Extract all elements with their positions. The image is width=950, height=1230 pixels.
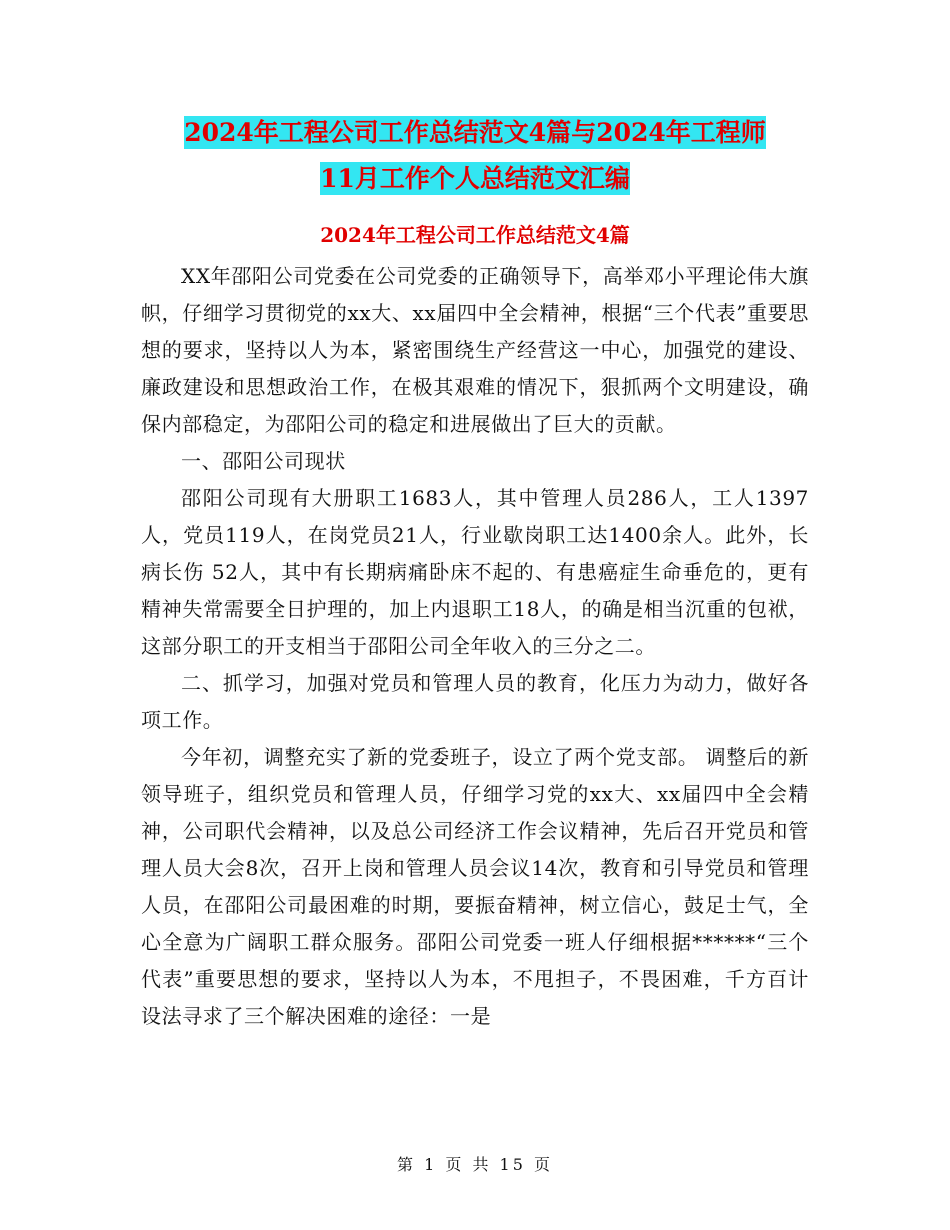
document-body	[141, 258, 809, 1035]
section-title: 2024年工程公司工作总结范文4篇	[320, 223, 630, 247]
document-title-line-1: 2024年工程公司工作总结范文4篇与2024年工程师	[184, 118, 766, 147]
paragraph: 一、邵阳公司现状	[181, 449, 346, 473]
document-title	[150, 110, 800, 202]
document-title-line-2: 11月工作个人总结范文汇编	[320, 164, 630, 193]
paragraph: 邵阳公司现有大册职工1683人，其中管理人员286人，工人1397人，党员119人，在岗党员21人，行业歇岗职工达1400余人。此外，长病长伤 52人，其中有长期病痛卧床不起的、有患癌症生命垂危的，更有精神失常需要全日护理的，加上内退职工18人，的确是相当沉重的包袱，这部分职工的开支相当于邵阳公司全年收入的三分之二。	[141, 486, 809, 658]
paragraph: XX年邵阳公司党委在公司党委的正确领导下，高举邓小平理论伟大旗帜，仔细学习贯彻党的xx大、xx届四中全会精神，根据“三个代表”重要思想的要求，坚持以人为本，紧密围绕生产经营这一中心，加强党的建设、廉政建设和思想政治工作，在极其艰难的情况下，狠抓两个文明建设，确保内部稳定，为邵阳公司的稳定和进展做出了巨大的贡献。	[141, 264, 809, 436]
paragraph: 二、抓学习，加强对党员和管理人员的教育，化压力为动力，做好各项工作。	[141, 671, 809, 732]
page-number-footer: 第 1 页 共 15 页	[397, 1155, 553, 1174]
paragraph: 今年初，调整充实了新的党委班子，设立了两个党支部。 调整后的新领导班子，组织党员和管理人员，仔细学习党的xx大、xx届四中全会精神，公司职代会精神，以及总公司经济工作会议精神，先后召开党员和管理人员大会8次，召开上岗和管理人员会议14次，教育和引导党员和管理人员，在邵阳公司最困难的时期，要振奋精神，树立信心，鼓足士气，全心全意为广阔职工群众服务。邵阳公司党委一班人仔细根据******“三个代表”重要思想的要求，坚持以人为本，不甩担子，不畏困难，千方百计设法寻求了三个解决困难的途径：一是	[141, 745, 809, 1028]
